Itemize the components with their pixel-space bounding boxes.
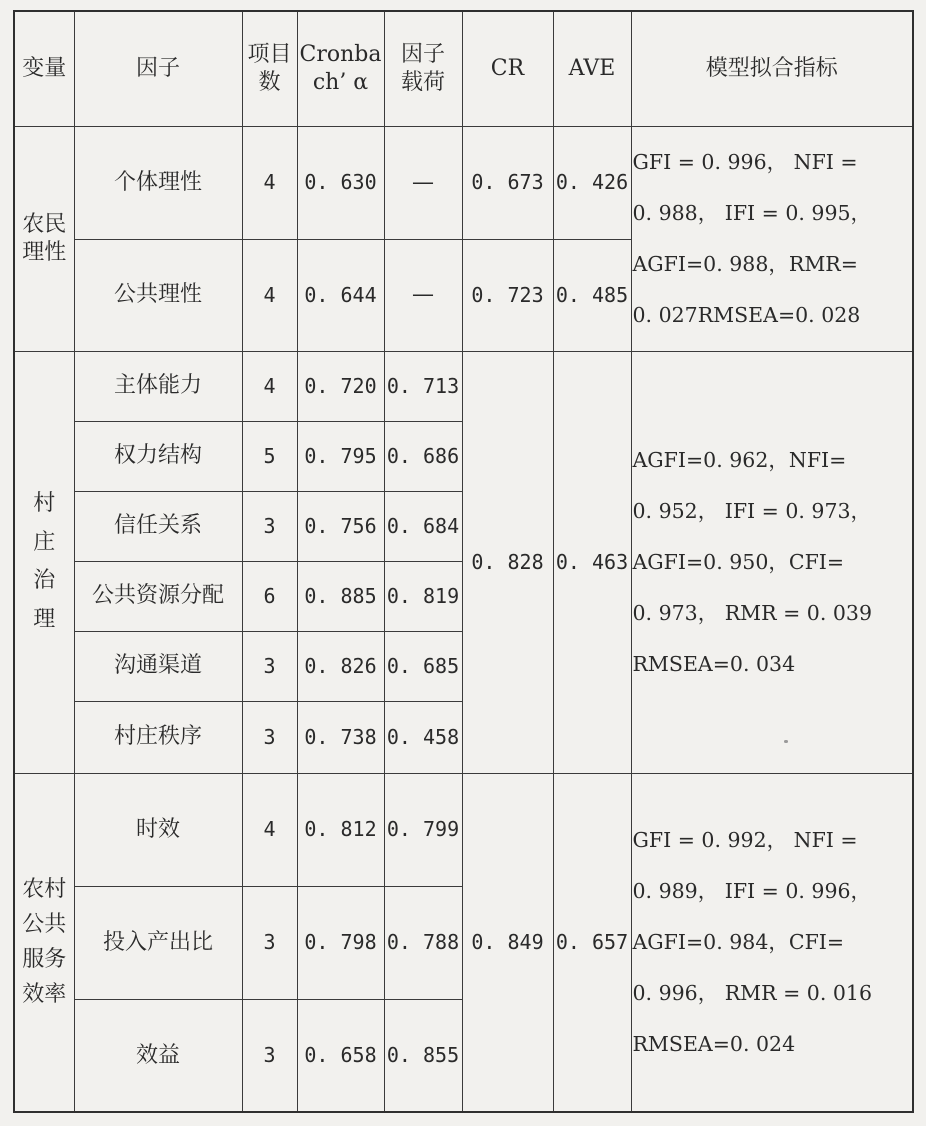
factor-cell: 公共理性 [74,239,242,351]
table-row [14,126,913,239]
variable-cell: 农村 公共 服务 效率 [14,773,74,1112]
header-model-fit: 模型拟合指标 [631,11,913,126]
alpha-cell: 0. 644 [297,239,384,351]
loading-cell: — [384,126,462,239]
cr-cell: 0. 723 [462,239,553,351]
factor-cell: 效益 [74,999,242,1112]
loading-cell: 0. 713 [384,351,462,421]
factor-cell: 信任关系 [74,491,242,561]
header-factor-loading: 因子 载荷 [384,11,462,126]
factor-cell: 公共资源分配 [74,561,242,631]
cr-cell: 0. 673 [462,126,553,239]
item-count-cell: 4 [242,126,297,239]
header-row [14,11,913,126]
factor-cell: 时效 [74,773,242,886]
ave-cell: 0. 657 [553,773,631,1112]
model-fit-cell: GFI = 0. 996， NFI = 0. 988， IFI = 0. 995， AGFI=0. 988，RMR= 0. 027RMSEA=0. 028 [631,126,913,351]
header-ave: AVE [553,11,631,126]
item-count-cell: 3 [242,631,297,701]
header-cr: CR [462,11,553,126]
item-count-cell: 4 [242,351,297,421]
variable-cell: 村 庄 治 理 [14,351,74,773]
ave-cell: 0. 426 [553,126,631,239]
variable-cell: 农民 理性 [14,126,74,351]
header-factor: 因子 [74,11,242,126]
header-cronbach-alpha: Cronba ch’ α [297,11,384,126]
loading-cell: 0. 819 [384,561,462,631]
item-count-cell: 6 [242,561,297,631]
alpha-cell: 0. 885 [297,561,384,631]
model-fit-cell: AGFI=0. 962，NFI= 0. 952， IFI = 0. 973， AGFI=0. 950，CFI= 0. 973， RMR = 0. 039 RMSEA=0. 034 [631,351,913,773]
item-count-cell: 4 [242,239,297,351]
factor-cell: 投入产出比 [74,886,242,999]
table-row [14,773,913,886]
loading-cell: 0. 684 [384,491,462,561]
loading-cell: — [384,239,462,351]
table-row [14,351,913,421]
model-fit-cell: GFI = 0. 992， NFI = 0. 989， IFI = 0. 996， AGFI=0. 984，CFI= 0. 996， RMR = 0. 016 RMSEA=0. 024 [631,773,913,1112]
loading-cell: 0. 788 [384,886,462,999]
item-count-cell: 3 [242,886,297,999]
header-item-count: 项目 数 [242,11,297,126]
loading-cell: 0. 685 [384,631,462,701]
item-count-cell: 3 [242,701,297,773]
loading-cell: 0. 799 [384,773,462,886]
scan-speck [784,740,788,743]
item-count-cell: 4 [242,773,297,886]
alpha-cell: 0. 812 [297,773,384,886]
reliability-validity-table [13,10,914,1113]
alpha-cell: 0. 798 [297,886,384,999]
factor-cell: 权力结构 [74,421,242,491]
loading-cell: 0. 458 [384,701,462,773]
cr-cell: 0. 849 [462,773,553,1112]
loading-cell: 0. 855 [384,999,462,1112]
item-count-cell: 3 [242,999,297,1112]
loading-cell: 0. 686 [384,421,462,491]
factor-cell: 个体理性 [74,126,242,239]
ave-cell: 0. 485 [553,239,631,351]
factor-cell: 沟通渠道 [74,631,242,701]
alpha-cell: 0. 738 [297,701,384,773]
alpha-cell: 0. 720 [297,351,384,421]
item-count-cell: 5 [242,421,297,491]
ave-cell: 0. 463 [553,351,631,773]
item-count-cell: 3 [242,491,297,561]
alpha-cell: 0. 826 [297,631,384,701]
factor-cell: 村庄秩序 [74,701,242,773]
alpha-cell: 0. 658 [297,999,384,1112]
alpha-cell: 0. 756 [297,491,384,561]
factor-cell: 主体能力 [74,351,242,421]
alpha-cell: 0. 630 [297,126,384,239]
header-variable: 变量 [14,11,74,126]
alpha-cell: 0. 795 [297,421,384,491]
cr-cell: 0. 828 [462,351,553,773]
